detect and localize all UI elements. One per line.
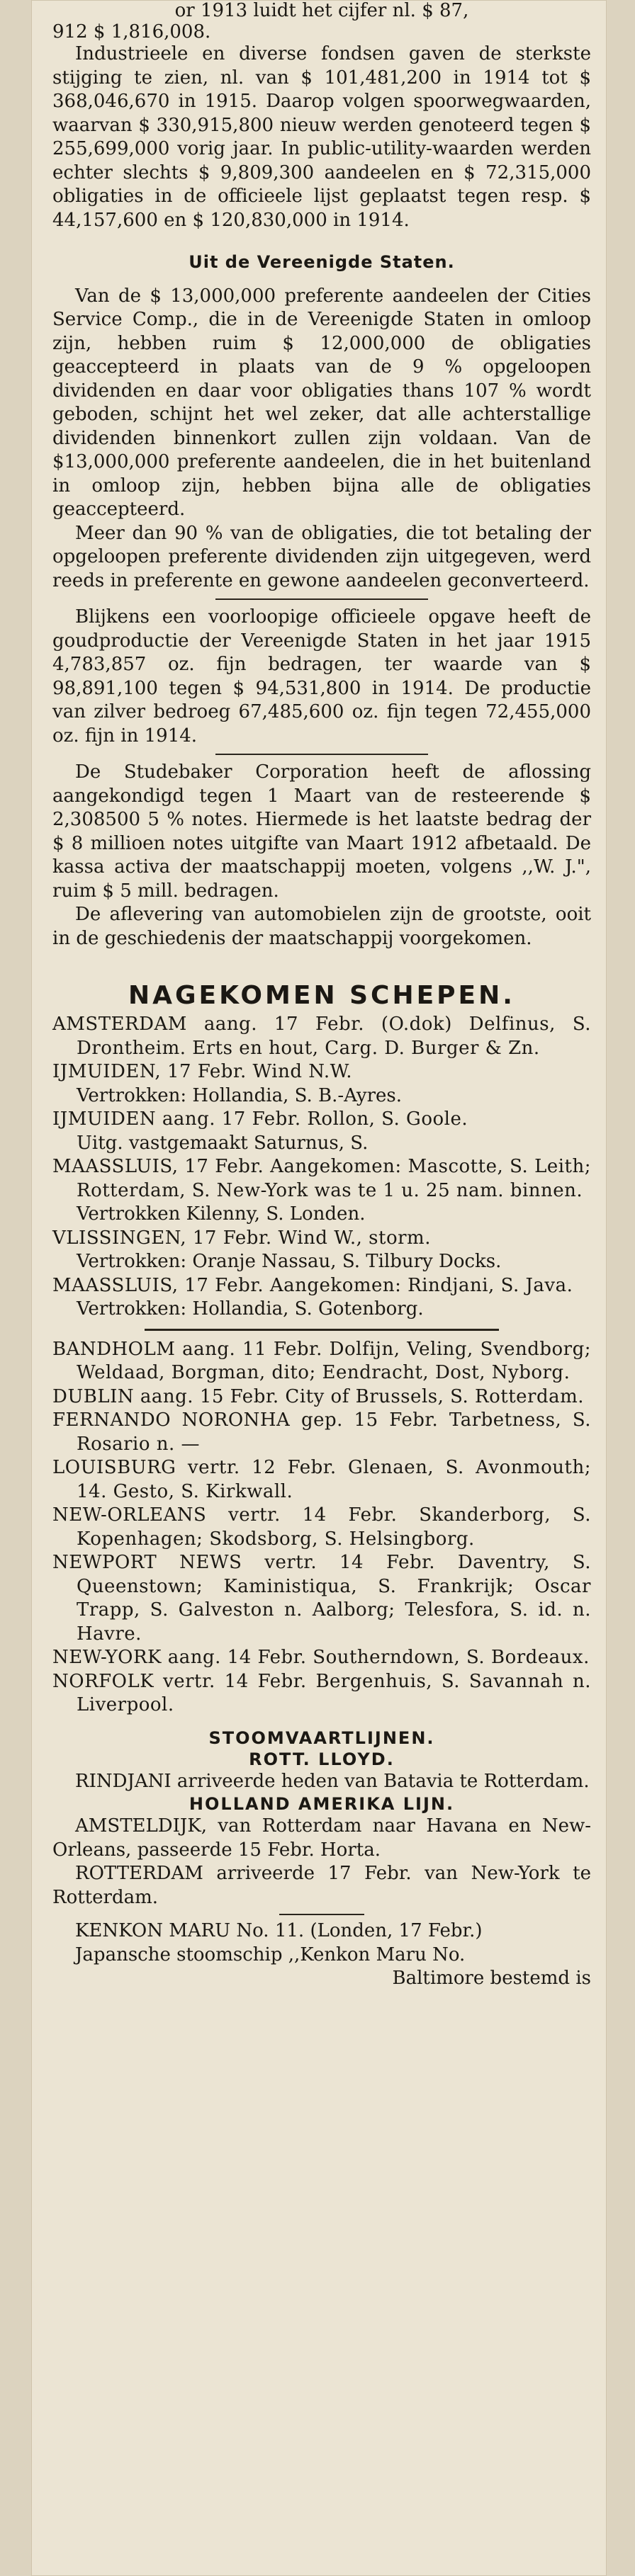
foreign-port-report: BANDHOLM aang. 11 Febr. Dolfijn, Veling, Svendborg; Weldaad, Borgman, dito; Eendracht, Dost, Nyborg. (52, 1338, 591, 1383)
heading-stoomvaartlijnen: STOOMVAARTLIJNEN. (208, 1727, 435, 1748)
paragraph-amsteldijk: AMSTELDIJK, van Rotterdam naar Havana en New-Orleans, passeerde 15 Febr. Horta. (52, 1815, 591, 1861)
ship-report: MAASSLUIS, 17 Febr. Aangekomen: Mascotte, S. Leith; Rotterdam, S. New-York was te 1 u. 25 nam. binnen. (52, 1156, 591, 1201)
ship-report: IJMUIDEN, 17 Febr. Wind N.W. (52, 1061, 353, 1082)
intro-line-2: 912 $ 1,816,008. (52, 21, 211, 42)
paragraph-studebaker: De Studebaker Corporation heeft de aflossing aangekondigd tegen 1 Maart van de resteerende $ 2,308500 5 % notes. Hiermede is het laatste bedrag der $ 8 millioen notes uitgifte van Maart 1912 afbetaald. De kassa activa der maatschappij moeten, volgens ,,W. J.", ruim $ 5 mill. bedragen. (52, 761, 591, 902)
foreign-port-report: NEW-ORLEANS vertr. 14 Febr. Skanderborg, S. Kopenhagen; Skodsborg, S. Helsingborg. (52, 1504, 591, 1550)
paragraph-rotterdam: ROTTERDAM arriveerde 17 Febr. van New-York te Rotterdam. (52, 1863, 591, 1908)
heading-rott-lloyd: ROTT. LLOYD. (249, 1749, 395, 1769)
paragraph-meer: Meer dan 90 % van de obligaties, die tot betaling der opgeloopen preferente dividenden zijn uitgegeven, werd reeds in preferente en gewone aandeelen geconverteerd. (52, 522, 591, 591)
separator-rule (215, 598, 428, 600)
separator-rule (215, 754, 428, 755)
heading-nagekomen-schepen: NAGEKOMEN SCHEPEN. (128, 981, 515, 1010)
kenkon-line-3: Baltimore bestemd is (392, 1968, 591, 1989)
ship-report-detail: Vertrokken: Oranje Nassau, S. Tilbury Docks. (77, 1251, 502, 1272)
heading-vereenigde-staten: Uit de Vereenigde Staten. (189, 252, 455, 272)
ship-report: MAASSLUIS, 17 Febr. Aangekomen: Rindjani, S. Java. (52, 1274, 573, 1296)
separator-rule (279, 1914, 364, 1915)
paragraph-rindjani: RINDJANI arriveerde heden van Batavia te Rotterdam. (75, 1770, 590, 1792)
ship-report: VLISSINGEN, 17 Febr. Wind W., storm. (52, 1227, 431, 1249)
intro-line-1: or 1913 luidt het cijfer nl. $ 87, (174, 0, 469, 21)
foreign-port-report: NEWPORT NEWS vertr. 14 Febr. Daventry, S. Queenstown; Kaministiqua, S. Frankrijk; Oscar Trapp, S. Galveston n. Aalborg; Telesfora, S. id. n. Havre. (52, 1552, 591, 1645)
ship-report-detail: Uitg. vastgemaakt Saturnus, S. (77, 1132, 369, 1154)
ship-list-netherlands (52, 1013, 591, 1322)
article-column (52, 0, 591, 1991)
paragraph-cities-service: Van de $ 13,000,000 preferente aandeelen der Cities Service Comp., die in de Vereenigde Staten in omloop zijn, hebben ruim $ 12,000,000 de obligaties geaccepteerd in plaats van de 9 % opgeloopen dividenden en daar voor obligaties thans 107 % wordt geboden, schijnt het wel zeker, dat alle achterstallige dividenden binnenkort zullen zijn voldaan. Van de $13,000,000 preferente aandeelen, die in het buitenland in omloop zijn, hebben bijna alle de obligaties geaccepteerd. (52, 285, 591, 520)
paragraph-goudproductie: Blijkens een voorloopige officieele opgave heeft de goudproductie der Vereenigde Staten in het jaar 1915 4,783,857 oz. fijn bedragen, ter waarde van $ 98,891,100 tegen $ 94,531,800 in 1914. De productie van zilver bedroeg 67,485,600 oz. fijn tegen 72,455,000 oz. fijn in 1914. (52, 606, 591, 747)
foreign-port-report: DUBLIN aang. 15 Febr. City of Brussels, S. Rotterdam. (52, 1385, 585, 1407)
ship-report: AMSTERDAM aang. 17 Febr. (O.dok) Delfinus, S. Drontheim. Erts en hout, Carg. D. Burger & Zn. (52, 1014, 591, 1059)
ship-list-foreign (52, 1338, 591, 1718)
kenkon-line-1: KENKON MARU No. 11. (Londen, 17 Febr.) (75, 1920, 483, 1941)
ship-report: IJMUIDEN aang. 17 Febr. Rollon, S. Goole. (52, 1108, 468, 1130)
paragraph-industrie: Industrieele en diverse fondsen gaven de sterkste stijging te zien, nl. van $ 101,481,200 in 1914 tot $ 368,046,670 in 1915. Daarop volgen spoorwegwaarden, waarvan $ 330,915,800 nieuw werden genoteerd tegen $ 255,699,000 vorig jaar. In public-utility-waarden werden echter slechts $ 9,809,300 aandeelen en $ 72,315,000 obligaties in de officieele lijst geplaatst tegen resp. $ 44,157,600 en $ 120,830,000 in 1914. (52, 43, 591, 231)
ship-report-detail: Vertrokken Kilenny, S. Londen. (77, 1203, 366, 1225)
foreign-port-report: NEW-YORK aang. 14 Febr. Southerndown, S. Bordeaux. (52, 1647, 590, 1668)
foreign-port-report: FERNANDO NORONHA gep. 15 Febr. Tarbetness, S. Rosario n. — (52, 1409, 591, 1455)
foreign-port-report: NORFOLK vertr. 14 Febr. Bergenhuis, S. Savannah n. Liverpool. (52, 1670, 591, 1715)
heading-holland-amerika-lijn: HOLLAND AMERIKA LIJN. (189, 1794, 455, 1814)
ship-report-detail: Vertrokken: Hollandia, S. Gotenborg. (77, 1298, 424, 1320)
paragraph-aflevering: De aflevering van automobielen zijn de grootste, ooit in de geschiedenis der maatschappij voorgekomen. (52, 904, 591, 949)
foreign-port-report: LOUISBURG vertr. 12 Febr. Glenaen, S. Avonmouth; 14. Gesto, S. Kirkwall. (52, 1457, 591, 1502)
ship-report-detail: Vertrokken: Hollandia, S. B.-Ayres. (77, 1084, 402, 1106)
kenkon-line-2: Japansche stoomschip ,,Kenkon Maru No. (75, 1944, 466, 1965)
separator-rule (145, 1329, 499, 1331)
